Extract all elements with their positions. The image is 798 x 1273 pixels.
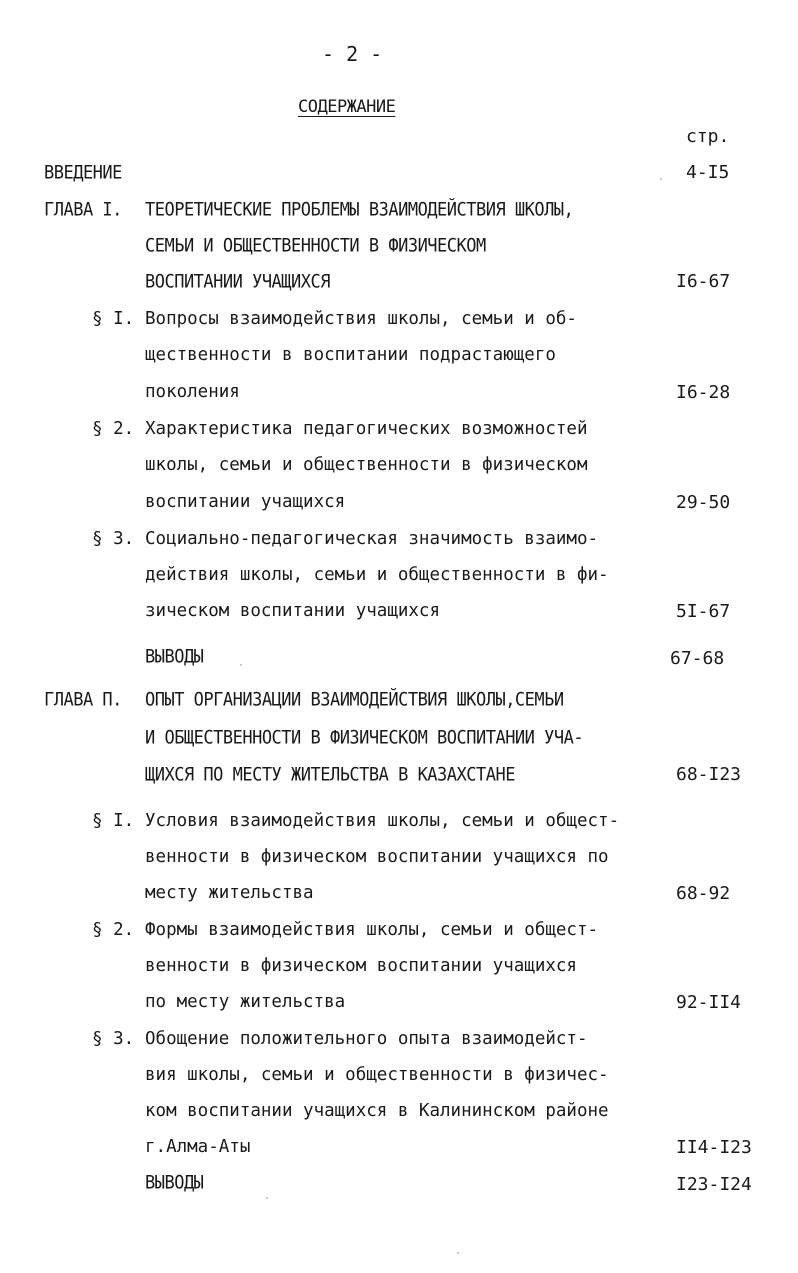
toc-chapter1-title-line: ВОСПИТАНИИ УЧАЩИХСЯ	[145, 270, 330, 294]
toc-chapter1-label: ГЛАВА I.	[44, 198, 122, 222]
toc-section-line: Обощение положительного опыта взаимодейст-	[145, 1029, 588, 1049]
toc-section-line: венности в физическом воспитании учащихся по	[145, 847, 609, 867]
toc-section-line: месту жительства	[145, 883, 314, 903]
toc-section-pages: 5I-67	[676, 601, 731, 622]
toc-chapter2-title-line: ЩИХСЯ ПО МЕСТУ ЖИТЕЛЬСТВА В КАЗАХСТАНЕ	[145, 763, 515, 787]
page-title: СОДЕРЖАНИЕ	[298, 97, 396, 117]
toc-section-line: Характеристика педагогических возможностей	[145, 419, 588, 439]
toc-section-line: Условия взаимодействия школы, семьи и общест-	[145, 811, 620, 831]
toc-section-pages: I6-28	[676, 382, 731, 403]
toc-chapter2-title-line: ОПЫТ ОРГАНИЗАЦИИ ВЗАИМОДЕЙСТВИЯ ШКОЛЫ,СЕМЬИ	[145, 688, 564, 712]
scan-speck	[240, 664, 242, 666]
toc-conclusions-pages: I23-I24	[676, 1174, 752, 1195]
toc-section-line: по месту жительства	[145, 992, 346, 1012]
toc-section-number: § 2.	[92, 419, 135, 439]
toc-section-line: зическом воспитании учащихся	[145, 601, 441, 621]
toc-intro-label: ВВЕДЕНИЕ	[44, 161, 122, 185]
toc-section-line: действия школы, семьи и общественности в фи-	[145, 565, 609, 585]
scan-speck	[660, 178, 662, 180]
page-number: - 2 -	[322, 42, 383, 66]
page-column-header: стр.	[686, 126, 730, 147]
toc-chapter2-title-line: И ОБЩЕСТВЕННОСТИ В ФИЗИЧЕСКОМ ВОСПИТАНИИ УЧА-	[145, 726, 584, 750]
toc-section-line: щественности в воспитании подрастающего	[145, 345, 556, 365]
toc-section-number: § I.	[92, 811, 135, 831]
toc-section-number: § 3.	[92, 1029, 135, 1049]
scan-speck	[266, 1197, 268, 1199]
toc-chapter1-title-line: СЕМЬИ И ОБЩЕСТВЕННОСТИ В ФИЗИЧЕСКОМ	[145, 234, 486, 258]
toc-section-line: Формы взаимодействия школы, семьи и общест-	[145, 920, 599, 940]
toc-section-line: ком воспитании учащихся в Калининском районе	[145, 1101, 609, 1121]
toc-chapter1-title-line: ТЕОРЕТИЧЕСКИЕ ПРОБЛЕМЫ ВЗАИМОДЕЙСТВИЯ ШКОЛЫ,	[145, 198, 574, 222]
toc-conclusions-label: ВЫВОДЫ	[145, 1171, 204, 1195]
toc-section-line: Вопросы взаимодействия школы, семьи и об-	[145, 309, 577, 329]
toc-section-pages: 29-50	[676, 492, 731, 513]
toc-intro-pages: 4-I5	[686, 162, 730, 183]
toc-section-pages: 92-II4	[676, 992, 742, 1013]
toc-section-line: воспитании учащихся	[145, 492, 346, 512]
toc-section-line: школы, семьи и общественности в физическом	[145, 455, 588, 475]
scan-speck	[457, 1252, 459, 1254]
toc-section-line: венности в физическом воспитании учащихся	[145, 956, 577, 976]
toc-section-number: § I.	[92, 309, 135, 329]
toc-section-line: г.Алма-Аты	[145, 1137, 251, 1157]
toc-section-line: вия школы, семьи и общественности в физичес-	[145, 1065, 609, 1085]
toc-conclusions-pages: 67-68	[670, 648, 725, 669]
toc-chapter2-pages: 68-I23	[676, 764, 742, 785]
toc-chapter2-label: ГЛАВА П.	[44, 688, 122, 712]
toc-section-number: § 2.	[92, 920, 135, 940]
toc-conclusions-label: ВЫВОДЫ	[145, 645, 204, 669]
toc-section-line: поколения	[145, 382, 240, 402]
toc-section-line: Социально-педагогическая значимость взаимо-	[145, 529, 599, 549]
toc-section-pages: II4-I23	[676, 1137, 752, 1158]
toc-section-pages: 68-92	[676, 883, 731, 904]
toc-chapter1-pages: I6-67	[676, 271, 731, 292]
toc-section-number: § 3.	[92, 529, 135, 549]
